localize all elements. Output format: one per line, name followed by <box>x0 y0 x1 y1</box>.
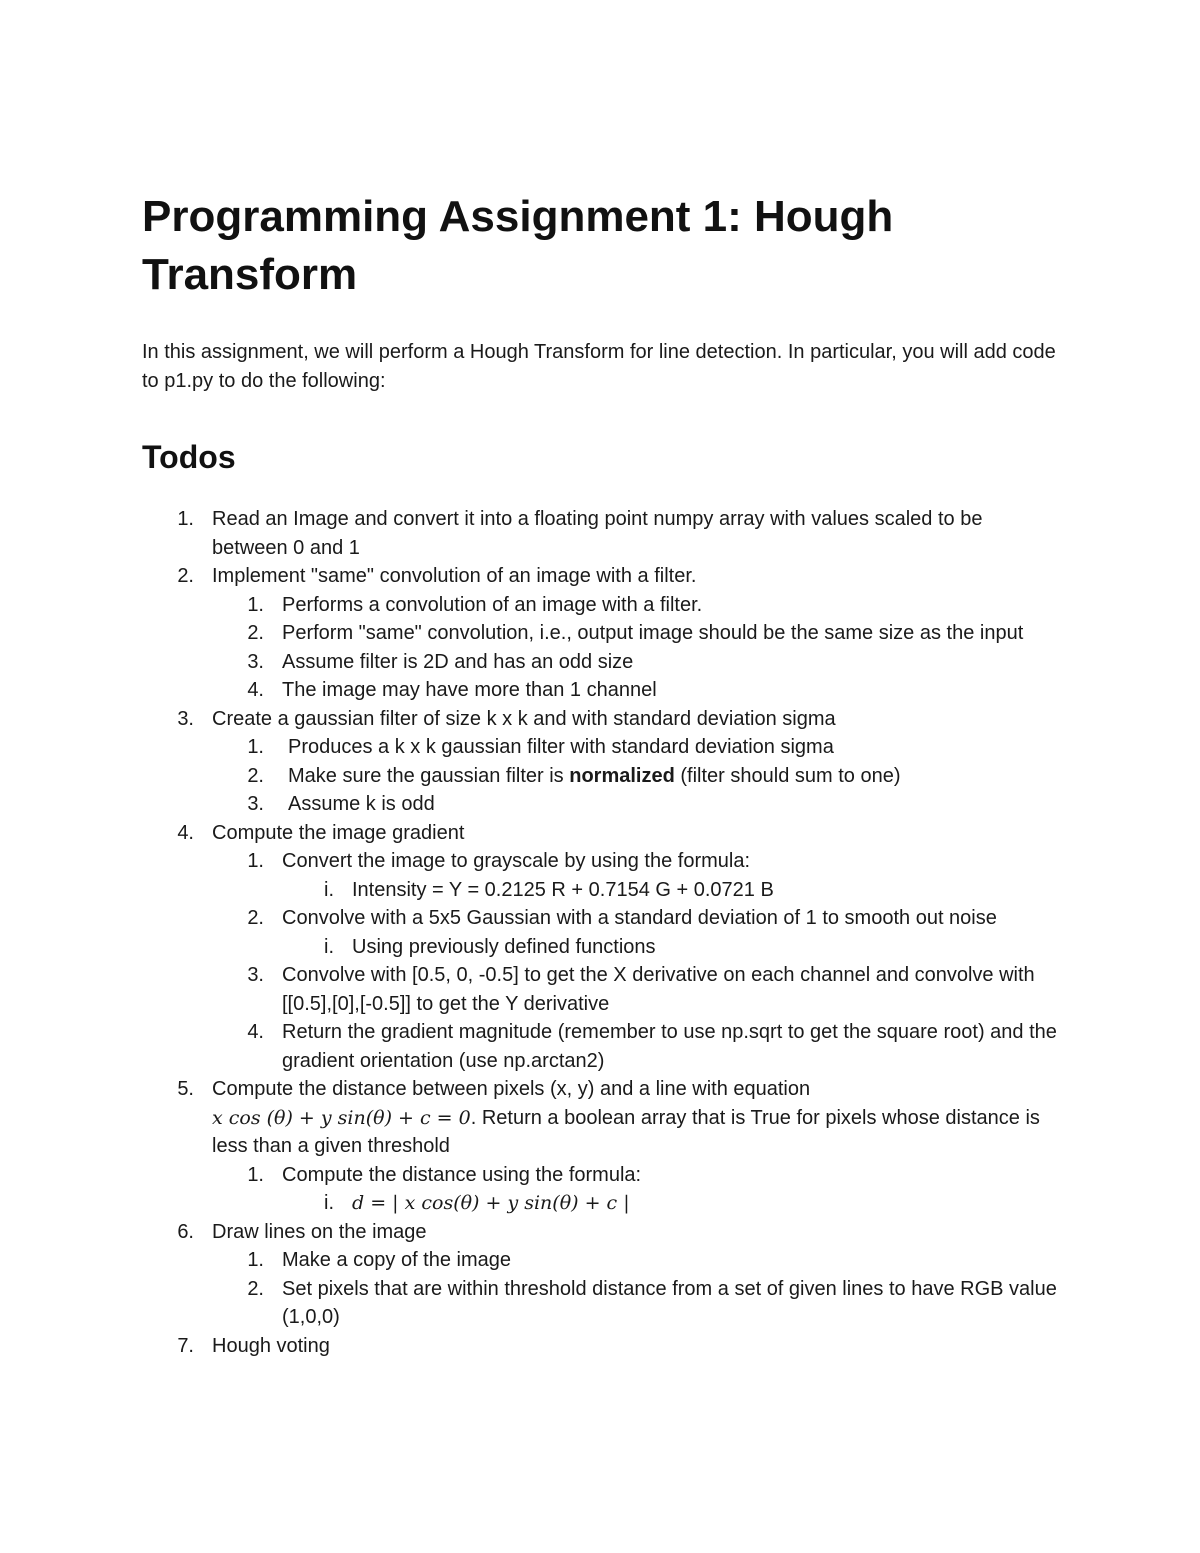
list-number: 2. <box>247 907 264 929</box>
list-subitem <box>142 961 1062 1018</box>
list-number: 2. <box>247 622 264 644</box>
list-number: 3. <box>247 964 264 986</box>
text-segment: Make sure the gaussian filter is <box>288 764 570 787</box>
list-text: Convolve with [0.5, 0, -0.5] to get the X derivative on each channel and convolve with [[0.5],[0],[-0.5]] to get the Y derivative <box>282 964 1035 1015</box>
list-number: 1. <box>247 593 264 616</box>
list-subitem <box>142 762 1062 791</box>
list-subsubitem <box>142 933 1062 962</box>
list-subitem <box>142 1275 1062 1332</box>
list-text: Assume filter is 2D and has an odd size <box>282 650 634 673</box>
distance-equation: d = | x cos(θ) + y sin(θ) + c | <box>352 1192 630 1214</box>
list-text: Draw lines on the image <box>212 1220 427 1243</box>
list-text <box>282 762 1062 791</box>
list-number: 2. <box>247 1277 264 1300</box>
list-text: Read an Image and convert it into a floating point numpy array with values scaled to be between 0 and 1 <box>212 508 983 559</box>
list-subitem <box>142 648 1062 677</box>
text-segment: Compute the distance between pixels (x, y) and a line with equation <box>212 1078 811 1100</box>
list-number: 4. <box>247 1021 264 1043</box>
list-number: 3. <box>247 650 264 673</box>
list-number: 1. <box>247 850 264 872</box>
list-text: Using previously defined functions <box>352 935 656 958</box>
list-text: The image may have more than 1 channel <box>282 679 657 701</box>
section-heading: Todos <box>142 439 236 475</box>
list-text: Implement "same" convolution of an image with a filter. <box>212 565 697 587</box>
list-number: 1. <box>247 1163 264 1186</box>
list-item <box>142 1332 1062 1361</box>
list-number: i. <box>324 878 334 901</box>
list-number: i. <box>324 1192 334 1214</box>
list-number: 3. <box>247 793 264 815</box>
list-subitem <box>142 790 1062 819</box>
list-number: 7. <box>177 1334 194 1357</box>
list-number: 4. <box>177 821 194 844</box>
list-subitem <box>142 847 1062 876</box>
list-item <box>142 705 1062 734</box>
list-text: Set pixels that are within threshold distance from a set of given lines to have RGB value (1,0,0) <box>282 1277 1057 1328</box>
list-text: Perform "same" convolution, i.e., output image should be the same size as the input <box>282 622 1024 644</box>
list-text: Assume k is odd <box>288 793 435 815</box>
list-text: Make a copy of the image <box>282 1249 512 1271</box>
list-subitem <box>142 676 1062 705</box>
list-text: Compute the distance using the formula: <box>282 1163 642 1186</box>
list-subitem <box>142 1161 1062 1190</box>
list-text: Convert the image to grayscale by using the formula: <box>282 850 751 872</box>
list-number: 1. <box>177 508 194 530</box>
bold-term: normalized <box>569 764 675 787</box>
list-item <box>142 562 1062 591</box>
list-number: 4. <box>247 679 264 701</box>
list-text: Compute the image gradient <box>212 821 465 844</box>
page-title: Programming Assignment 1: Hough Transform <box>142 192 894 299</box>
list-subsubitem <box>142 1189 1062 1218</box>
list-subitem <box>142 1018 1062 1075</box>
list-text: Performs a convolution of an image with a filter. <box>282 593 703 616</box>
list-number: 5. <box>177 1078 194 1100</box>
text-segment: (filter should sum to one) <box>674 764 901 787</box>
list-text: Return the gradient magnitude (remember to use np.sqrt to get the square root) and the gradient orientation (use np.arctan2) <box>282 1021 1057 1072</box>
list-text: Produces a k x k gaussian filter with standard deviation sigma <box>288 736 834 758</box>
list-number: i. <box>324 935 334 958</box>
list-subitem <box>142 733 1062 762</box>
list-subitem <box>142 904 1062 933</box>
list-item <box>142 819 1062 848</box>
list-number: 2. <box>177 565 194 587</box>
list-text: Intensity = Y = 0.2125 R + 0.7154 G + 0.0721 B <box>352 878 774 901</box>
list-number: 3. <box>177 707 194 730</box>
list-item <box>142 505 1062 562</box>
list-text <box>212 1075 1062 1161</box>
intro-paragraph: In this assignment, we will perform a Hough Transform for line detection. In particular, you will add code to p1.py to do the following: <box>142 341 1056 392</box>
list-subitem <box>142 591 1062 620</box>
list-text: Hough voting <box>212 1334 330 1357</box>
list-number: 1. <box>247 1249 264 1271</box>
list-subitem <box>142 1246 1062 1275</box>
list-number: 1. <box>247 736 264 758</box>
todo-list <box>142 505 1062 1360</box>
list-number: 2. <box>247 764 264 787</box>
list-text: Create a gaussian filter of size k x k and with standard deviation sigma <box>212 707 836 730</box>
text-segment: . Return a boolean array that is True for pixels whose distance is less than a given threshold <box>212 1106 1040 1157</box>
list-subsubitem <box>142 876 1062 905</box>
list-item <box>142 1075 1062 1161</box>
line-equation: x cos (θ) + y sin(θ) + c = 0 <box>212 1106 471 1129</box>
list-text: Convolve with a 5x5 Gaussian with a standard deviation of 1 to smooth out noise <box>282 907 997 929</box>
list-subitem <box>142 619 1062 648</box>
list-item <box>142 1218 1062 1247</box>
document-page <box>142 188 1062 1360</box>
list-number: 6. <box>177 1220 194 1243</box>
